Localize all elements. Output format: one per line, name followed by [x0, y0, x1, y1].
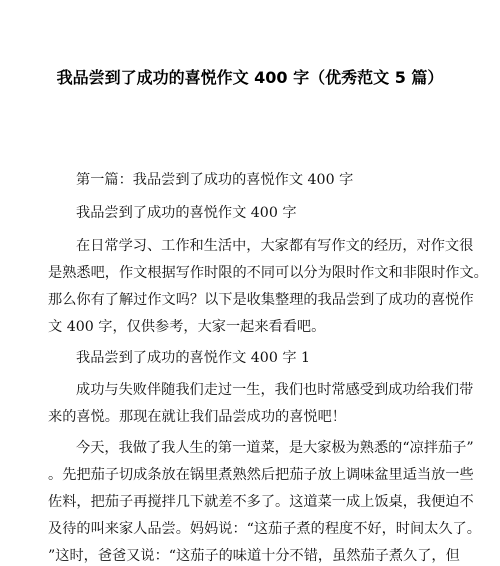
- paragraph-line: 文 400 字，仅供参考，大家一起来看看吧。: [48, 319, 326, 335]
- document-title: 我品尝到了成功的喜悦作文 400 字（优秀范文 5 篇）: [56, 68, 444, 87]
- paragraph-line: 。先把茄子切成条放在锅里煮熟然后把茄子放上调味盆里适当放一些: [48, 467, 474, 483]
- paragraph-line: ”这时，爸爸又说：“这茄子的味道十分不错，虽然茄子煮久了，但: [48, 548, 460, 564]
- paragraph-line: 是熟悉吧，作文根据写作时限的不同可以分为限时作文和非限时作文。: [48, 265, 488, 281]
- essay-subtitle: 我品尝到了成功的喜悦作文 400 字 1: [76, 350, 311, 366]
- paragraph-line: 佐料，把茄子再搅拌几下就差不多了。这道菜一成上饭桌，我便迫不: [48, 494, 474, 510]
- section-heading: 第一篇：我品尝到了成功的喜悦作文 400 字: [76, 172, 354, 188]
- paragraph-line: 那么你有了解过作文吗？以下是收集整理的我品尝到了成功的喜悦作: [48, 292, 474, 308]
- essay-title: 我品尝到了成功的喜悦作文 400 字: [76, 205, 297, 221]
- paragraph-line: 及待的叫来家人品尝。妈妈说：“这茄子煮的程度不好，时间太久了。: [48, 521, 481, 537]
- paragraph-line: 在日常学习、工作和生活中，大家都有写作文的经历，对作文很: [76, 238, 474, 254]
- paragraph-line: 今天，我做了我人生的第一道菜，是大家极为熟悉的“凉拌茄子”: [76, 440, 474, 456]
- paragraph-line: 来的喜悦。那现在就让我们品尝成功的喜悦吧！: [48, 409, 346, 425]
- paragraph-line: 成功与失败伴随我们走过一生，我们也时常感受到成功给我们带: [76, 382, 474, 398]
